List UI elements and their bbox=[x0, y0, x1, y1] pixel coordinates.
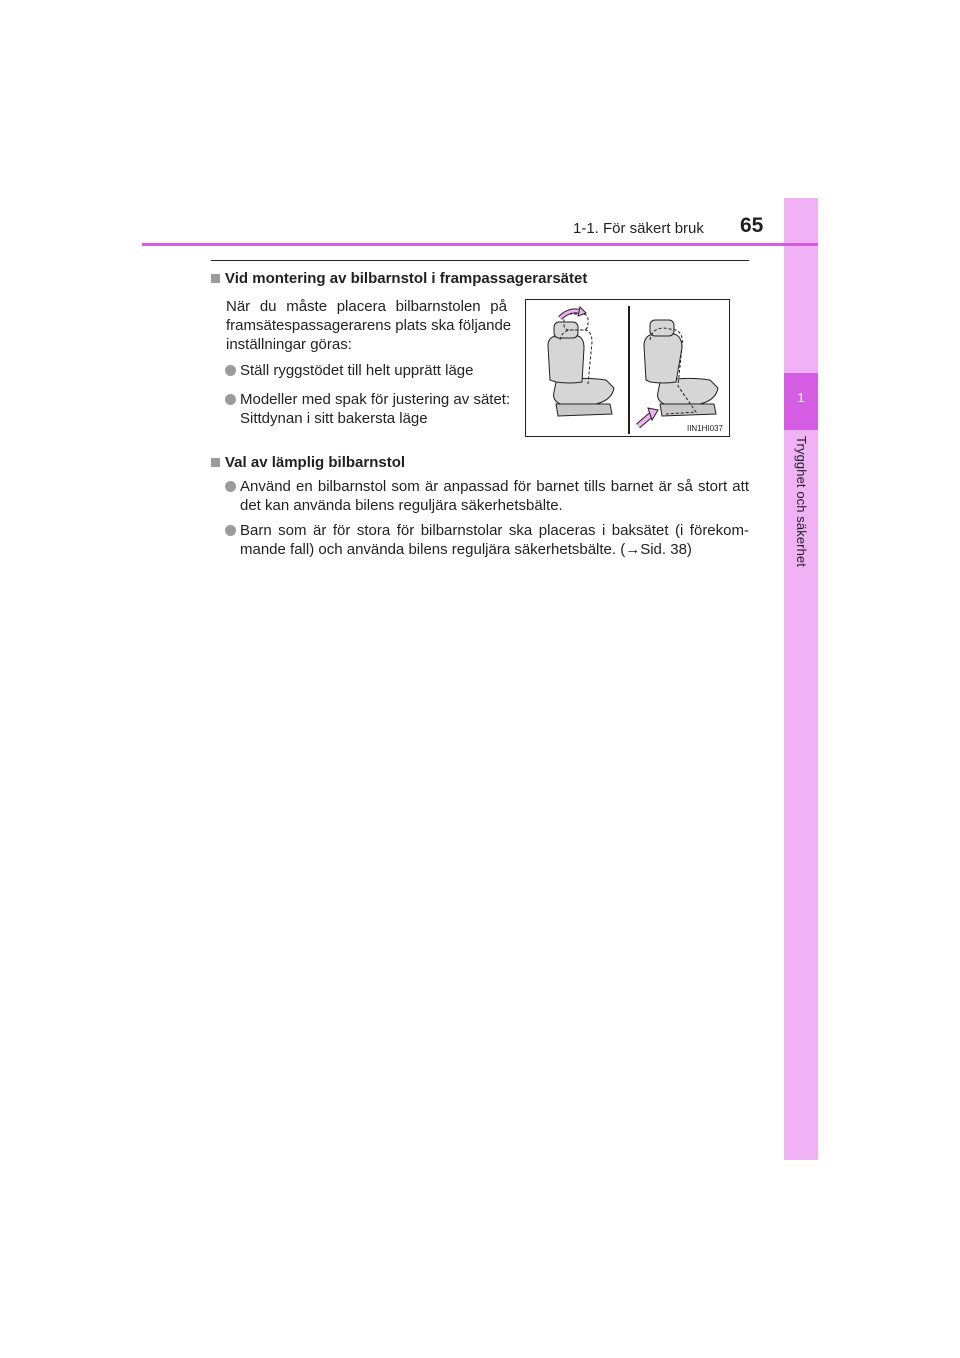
section1-bullet1: Ställ ryggstödet till helt upprätt läge bbox=[240, 362, 474, 379]
section2-bullet1-line1: Använd en bilbarnstol som är anpassad för barnet tills barnet är så stort att bbox=[240, 478, 749, 495]
page-number: 65 bbox=[740, 214, 764, 237]
section1-bullet2-line2: Sittdynan i sitt bakersta läge bbox=[240, 410, 428, 427]
section1-intro-line2: framsätespassagerarens plats ska följande bbox=[226, 317, 512, 334]
section1-intro-line3: inställningar göras: bbox=[226, 336, 352, 353]
side-tab bbox=[784, 198, 818, 1160]
bullet-icon bbox=[225, 525, 236, 536]
figure-code: IIN1HI037 bbox=[686, 424, 723, 433]
section1-intro-line1: När du måste placera bilbarnstolen på bbox=[226, 298, 507, 315]
chapter-number: 1 bbox=[797, 390, 805, 405]
section-title: 1-1. För säkert bruk bbox=[573, 220, 704, 237]
section2-bullet1-line2: det kan använda bilens reguljära säkerhetsbälte. bbox=[240, 497, 563, 514]
section2-bullet2-line1: Barn som är för stora för bilbarnstolar ska placeras i baksätet (i förekom- bbox=[240, 522, 749, 539]
section1-bullet2-line1: Modeller med spak för justering av sätet: bbox=[240, 391, 511, 408]
content-divider bbox=[211, 260, 749, 261]
section1-heading bbox=[211, 270, 587, 287]
section2-bullet2-line2: mande fall) och använda bilens reguljära säkerhetsbälte. (→Sid. 38) bbox=[240, 541, 692, 558]
section2-heading-text: Val av lämplig bilbarnstol bbox=[225, 454, 406, 471]
left-seat-drawing bbox=[548, 307, 614, 416]
square-bullet-icon bbox=[211, 274, 220, 283]
section2-heading bbox=[211, 454, 405, 471]
bullet-icon bbox=[225, 394, 236, 405]
right-seat-drawing bbox=[638, 320, 718, 426]
seat-adjustment-diagram bbox=[526, 300, 729, 436]
square-bullet-icon bbox=[211, 458, 220, 467]
bullet-icon bbox=[225, 481, 236, 492]
section1-heading-text: Vid montering av bilbarnstol i frampassagerarsätet bbox=[225, 270, 588, 287]
seat-illustration bbox=[525, 299, 730, 437]
header-divider bbox=[142, 243, 818, 246]
chapter-label: Trygghet och säkerhet bbox=[794, 436, 809, 567]
bullet-icon bbox=[225, 365, 236, 376]
